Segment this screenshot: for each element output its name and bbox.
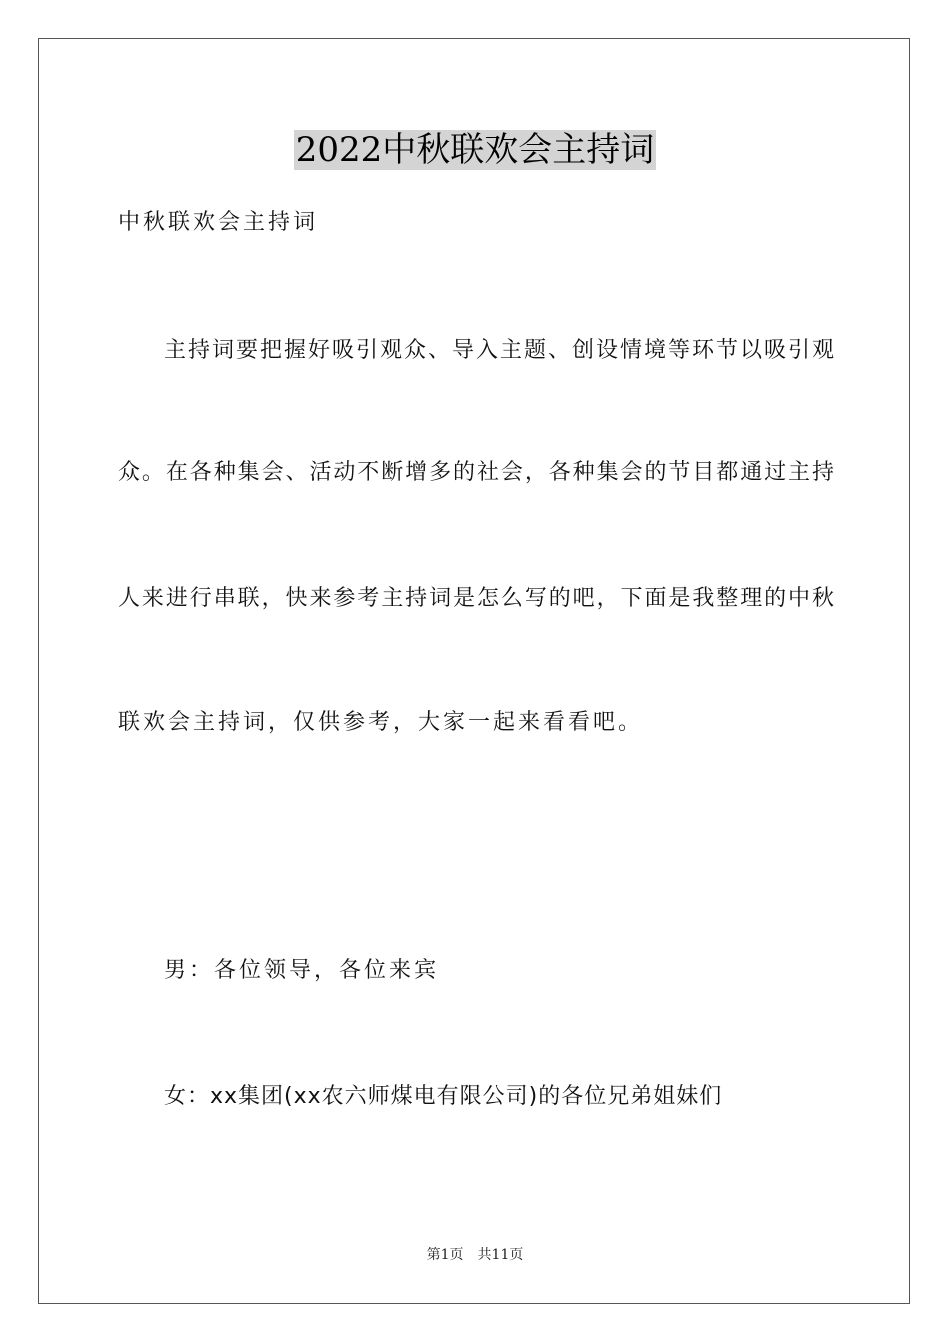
page-footer <box>0 1245 950 1265</box>
intro-line-1: 主持词要把握好吸引观众、导入主题、创设情境等环节以吸引观 <box>164 338 834 363</box>
intro-line-2: 众。在各种集会、活动不断增多的社会，各种集会的节目都通过主持 <box>118 460 834 485</box>
intro-line-4: 联欢会主持词，仅供参考，大家一起来看看吧。 <box>118 710 644 735</box>
dialogue-line-male: 男：各位领导，各位来宾 <box>164 958 440 983</box>
page-number-total: 共11页 <box>477 1247 524 1263</box>
subtitle: 中秋联欢会主持词 <box>118 210 319 235</box>
dialogue-line-female: 女：xx集团(xx农六师煤电有限公司)的各位兄弟姐妹们 <box>164 1084 723 1109</box>
document-title <box>0 124 950 176</box>
document-title-text: 2022中秋联欢会主持词 <box>295 130 655 170</box>
intro-line-3: 人来进行串联，快来参考主持词是怎么写的吧，下面是我整理的中秋 <box>118 586 834 611</box>
page-number-current: 第1页 <box>426 1247 464 1263</box>
